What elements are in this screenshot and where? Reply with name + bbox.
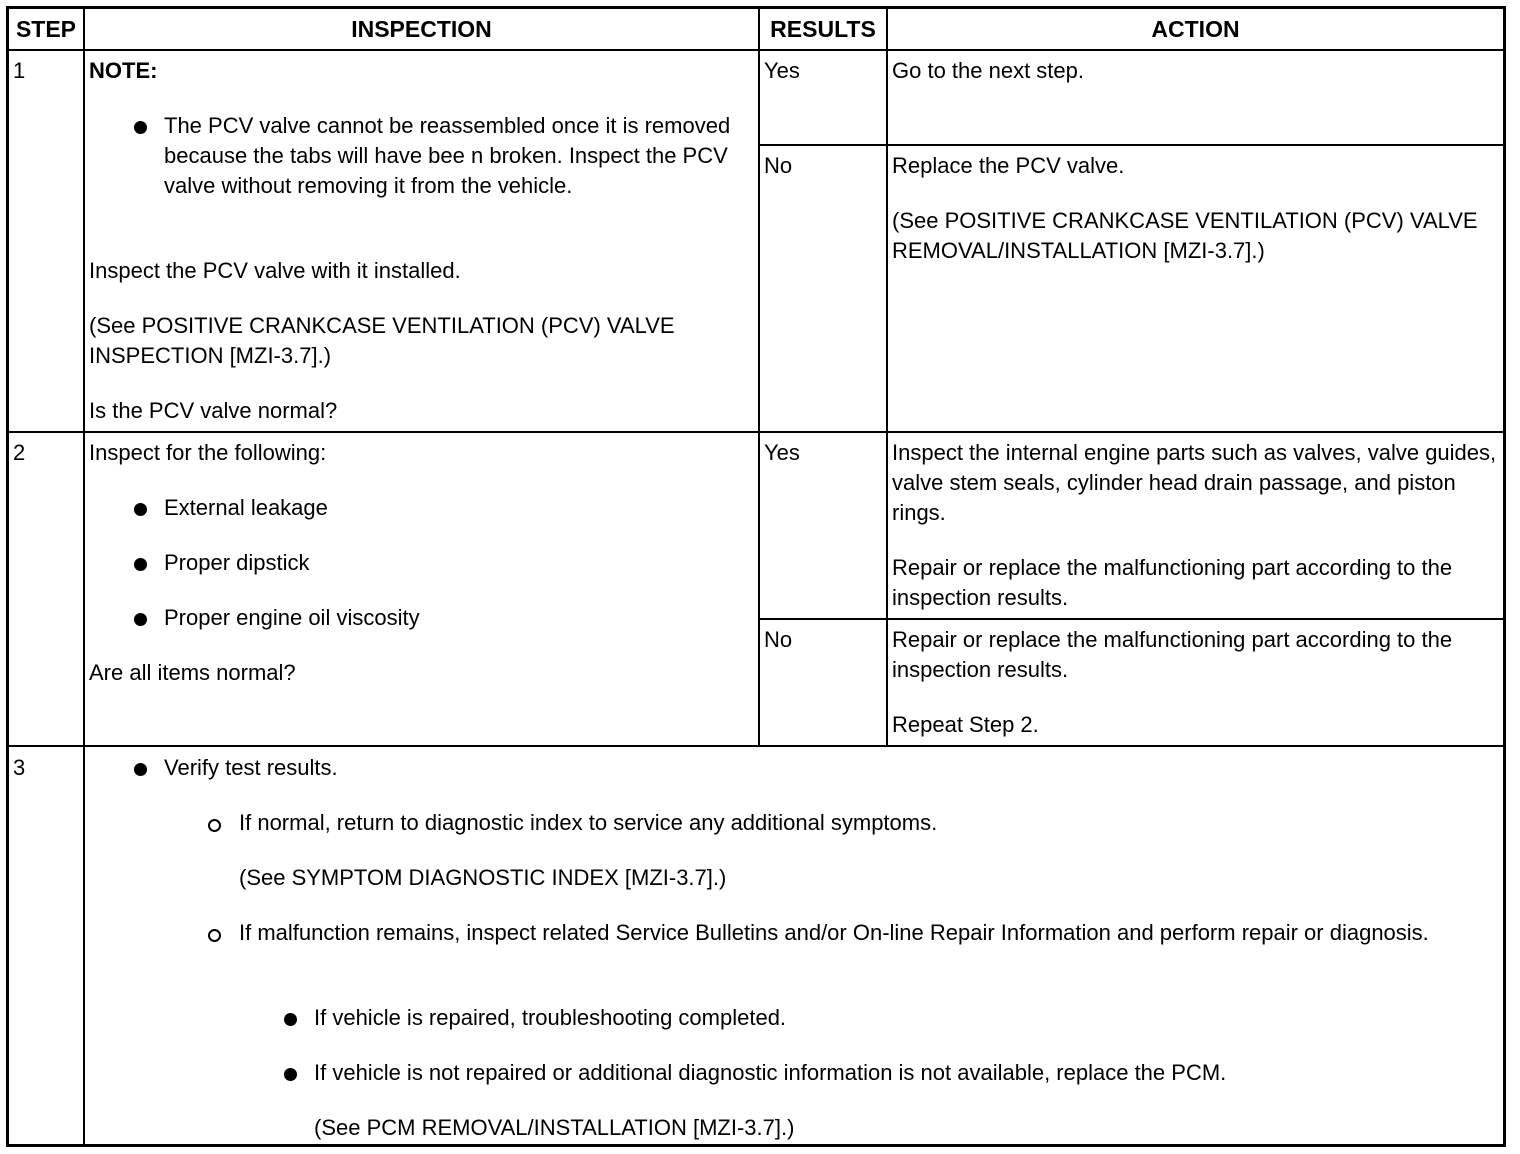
bullet-icon: [134, 558, 147, 571]
inspection-item: External leakage: [164, 495, 328, 520]
circle-bullet-icon: [208, 819, 221, 832]
bullet-icon: [134, 503, 147, 516]
row2-divider: [9, 745, 1503, 747]
action-reference: (See POSITIVE CRANKCASE VENTILATION (PCV) VALVE REMOVAL/INSTALLATION [MZI-3.7].): [892, 208, 1478, 263]
header-step: STEP: [15, 15, 77, 42]
step-number: 3: [13, 755, 26, 780]
bullet-icon: [134, 121, 147, 134]
inspection-item: Proper dipstick: [164, 550, 310, 575]
action-text: Repair or replace the malfunctioning part according to the inspection results.: [892, 627, 1453, 682]
header-inspection: INSPECTION: [351, 15, 492, 42]
result-no: No: [764, 153, 793, 178]
action-text: Replace the PCV valve.: [892, 153, 1125, 178]
note-label: NOTE:: [89, 58, 158, 83]
divider-results-action: [886, 9, 888, 745]
nested-item-reference: (See PCM REMOVAL/INSTALLATION [MZI-3.7].): [314, 1115, 795, 1140]
bullet-icon: [284, 1013, 297, 1026]
row1-divider: [9, 431, 1503, 433]
inspection-reference: (See POSITIVE CRANKCASE VENTILATION (PCV) VALVE INSPECTION [MZI-3.7].): [89, 313, 675, 368]
divider-step-inspection: [83, 9, 85, 1144]
action-text: Repeat Step 2.: [892, 712, 1039, 737]
action-text: Go to the next step.: [892, 58, 1085, 83]
divider-inspection-results: [758, 9, 760, 745]
sub-item-reference: (See SYMPTOM DIAGNOSTIC INDEX [MZI-3.7].): [239, 865, 727, 890]
verify-text: Verify test results.: [164, 755, 338, 780]
nested-item: If vehicle is not repaired or additional diagnostic information is not available, replace the PCM.: [314, 1060, 1227, 1085]
row2-results-divider: [758, 618, 1503, 620]
action-text: Repair or replace the malfunctioning part according to the inspection results.: [892, 555, 1453, 610]
sub-item-malfunction: If malfunction remains, inspect related Service Bulletins and/or On-line Repair Information and perform repair or diagnosis.: [239, 920, 1429, 945]
note-text: The PCV valve cannot be reassembled once it is removed because the tabs will have bee n broken. Inspect the PCV valve without removing it from the vehicle.: [164, 113, 731, 198]
result-yes: Yes: [764, 440, 800, 465]
inspection-question: Is the PCV valve normal?: [89, 398, 338, 423]
bullet-icon: [134, 613, 147, 626]
result-no: No: [764, 627, 793, 652]
inspection-item: Proper engine oil viscosity: [164, 605, 420, 630]
inspection-instruction: Inspect the PCV valve with it installed.: [89, 258, 461, 283]
bullet-icon: [134, 763, 147, 776]
nested-item: If vehicle is repaired, troubleshooting completed.: [314, 1005, 787, 1030]
inspection-intro: Inspect for the following:: [89, 440, 327, 465]
row1-results-divider: [758, 144, 1503, 146]
sub-item-normal: If normal, return to diagnostic index to service any additional symptoms.: [239, 810, 938, 835]
header-results: RESULTS: [770, 15, 876, 42]
header-action: ACTION: [1151, 15, 1240, 42]
inspection-question: Are all items normal?: [89, 660, 296, 685]
diagnostic-table: [6, 6, 1506, 1147]
bullet-icon: [284, 1068, 297, 1081]
step-number: 2: [13, 440, 26, 465]
action-text: Inspect the internal engine parts such as valves, valve guides, valve stem seals, cylinder head drain passage, and piston rings.: [892, 440, 1497, 525]
result-yes: Yes: [764, 58, 800, 83]
header-divider: [9, 49, 1503, 51]
circle-bullet-icon: [208, 929, 221, 942]
step-number: 1: [13, 58, 26, 83]
